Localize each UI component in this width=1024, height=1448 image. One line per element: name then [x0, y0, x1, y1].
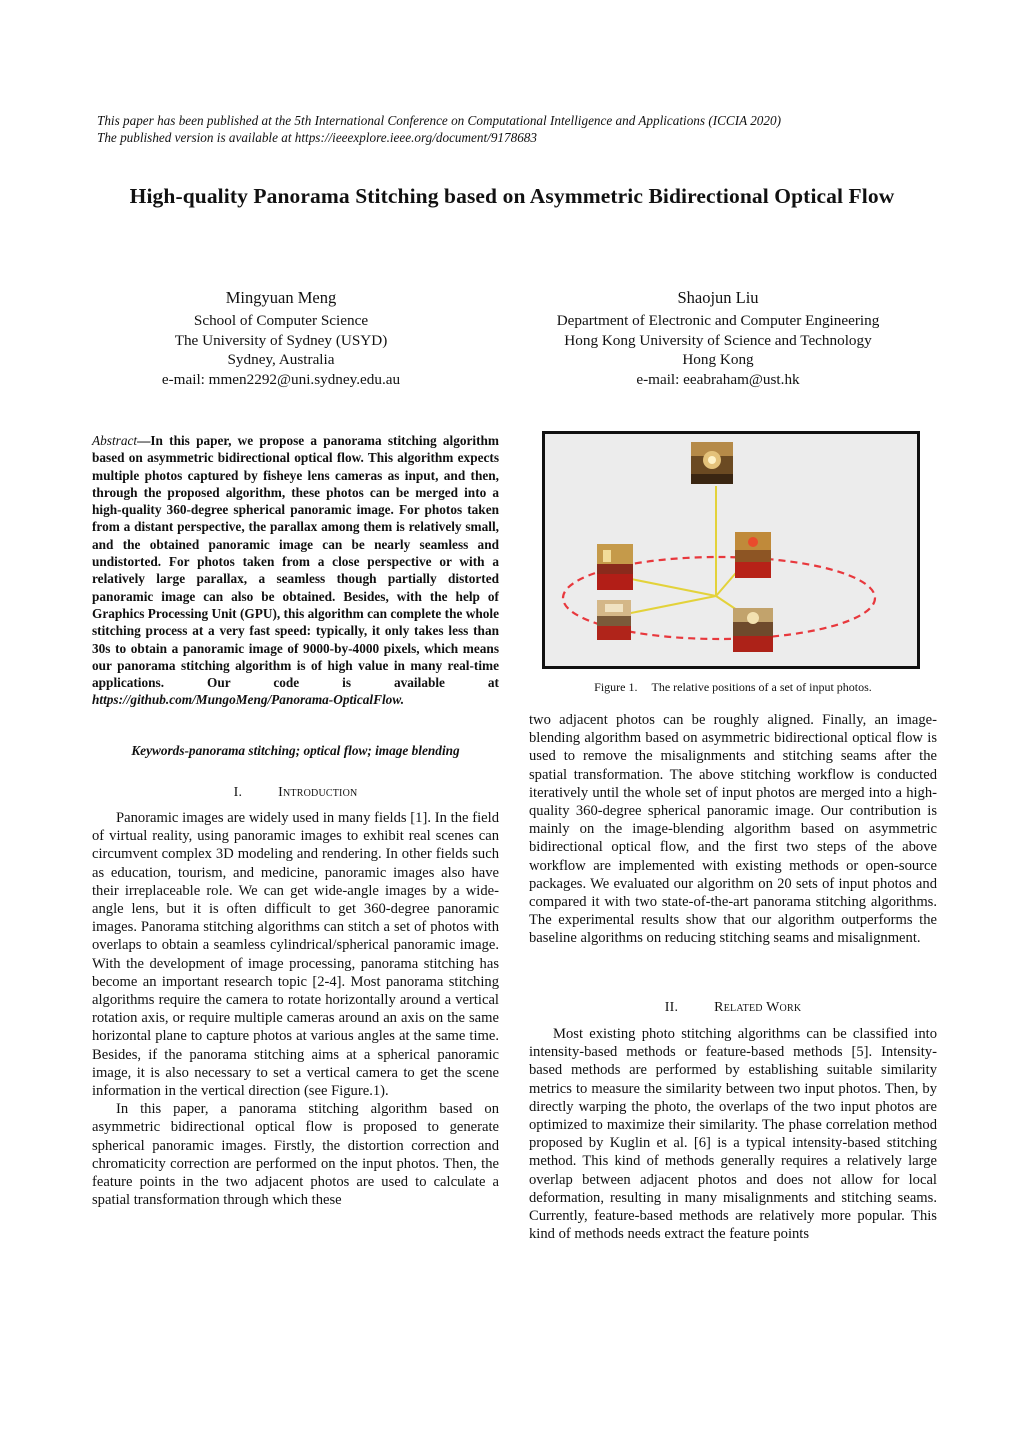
photo-lower-right	[733, 608, 773, 652]
publication-note-line1: This paper has been published at the 5th International Conference on Computational Intelligence and Applications (ICCIA 2020)	[97, 113, 781, 128]
author-email: e-mail: eeabraham@ust.hk	[636, 370, 800, 388]
figure-1-caption	[529, 680, 937, 695]
related-work-body	[529, 1025, 937, 1243]
photo-top	[691, 442, 733, 484]
paper-title: High-quality Panorama Stitching based on Asymmetric Bidirectional Optical Flow	[129, 184, 895, 208]
author-name: Shaojun Liu	[677, 288, 759, 307]
photo-left	[597, 544, 633, 590]
author-name: Mingyuan Meng	[225, 288, 337, 307]
paragraph: In this paper, a panorama stitching algorithm based on asymmetric bidirectional optical flow is proposed to generate spherical panoramic images. Firstly, the distortion correction and chromaticity correction are performed on the input photos. Then, the feature points in the two adjacent photos are used to calculate a spatial transformation through which these	[92, 1101, 499, 1209]
paragraph: two adjacent photos can be roughly aligned. Finally, an image-blending algorithm based on asymmetric bidirectional optical flow is used to remove the misalignments and stitching seams after the spatial transformation. The above stitching workflow is conducted iteratively until the whole set of input photos are merged into a high-quality 360-degree spherical panoramic image. Our contribution is mainly on the image-blending algorithm based on asymmetric bidirectional optical flow, and the first two steps of the above workflow are implemented with existing methods or open-source packages. We evaluated our algorithm on 20 sets of input photos and compared it with two state-of-the-art panorama stitching algorithms. The experimental results show that our algorithm outperforms the baseline algorithms on reducing stitching seams and misalignment.	[529, 712, 937, 947]
section-number: II.	[664, 1000, 679, 1015]
publication-note	[97, 112, 937, 146]
author-location: Sydney, Australia	[227, 351, 335, 369]
author-affiliation: Department of Electronic and Computer Engineering	[556, 312, 880, 330]
abstract	[92, 432, 499, 709]
keywords: Keywords-panorama stitching; optical flow; image blending	[131, 743, 460, 758]
author-location: Hong Kong	[682, 351, 754, 369]
figure-caption-text: The relative positions of a set of input photos.	[651, 680, 872, 694]
abstract-label: Abstract	[92, 433, 138, 448]
publication-note-line2: The published version is available at https://ieeexplore.ieee.org/document/9178683	[97, 130, 537, 145]
photo-right	[735, 532, 771, 578]
author-institution: Hong Kong University of Science and Technology	[564, 331, 872, 349]
abstract-text: —In this paper, we propose a panorama stitching algorithm based on asymmetric bidirectional optical flow. This algorithm expects multiple photos captured by fisheye lens cameras as input, and then, through the proposed algorithm, these photos can be merged into a high-quality 360-degree spherical panoramic image. For photos taken from a distant perspective, the parallax among them is relatively small, and the obtained panoramic image can be nearly seamless and undistorted. For photos taken from a close perspective or with a relatively large parallax, a seamless though partially distorted panoramic image can also be obtained. Besides, with the help of Graphics Processing Unit (GPU), this algorithm can complete the whole stitching process at a very fast speed: typically, it only takes less than 30s to obtain a panoramic image of 9000-by-4000 pixels, which means our panorama stitching algorithm is of high value in many real-time applications. Our code is available at	[92, 433, 499, 691]
figure-1	[542, 431, 920, 669]
section-heading-related-work	[529, 1000, 937, 1016]
introduction-body	[92, 809, 499, 1209]
figure-1-diagram	[545, 434, 917, 666]
figure-number: Figure 1.	[594, 680, 638, 694]
author-institution: The University of Sydney (USYD)	[174, 331, 388, 349]
photo-lower-left	[597, 600, 631, 640]
paragraph: Most existing photo stitching algorithms can be classified into intensity-based methods or feature-based methods [5]. Intensity-based methods are performed by establishing suitable similarity metrics to measure the similarity between two input photos. Then, by directly warping the photo, the overlaps of the two input photos are optimized to maximize their similarity. The phase correlation method proposed by Kuglin et al. [6] is a typical intensity-based stitching method. This kind of methods generally requires a relatively large overlap between adjacent photos and does not allow for local deformation, resulting in many misalignments and stitching seams. Currently, feature-based methods are relatively more popular. This kind of methods needs extract the feature points	[529, 1026, 937, 1243]
section-number: I.	[233, 785, 243, 800]
author-email: e-mail: mmen2292@uni.sydney.edu.au	[161, 370, 401, 388]
paragraph: Panoramic images are widely used in many fields [1]. In the field of virtual reality, using panoramic images to exhibit real scenes can circumvent complex 3D modeling and rendering. In other fields such as education, tourism, and medicine, panoramic images also have their irreplaceable role. We can get wide-angle images by a wide-angle lens, but it is often difficult to get 360-degree panoramic images. Panorama stitching algorithms can stitch a set of photos with overlaps to obtain a seamless cylindrical/spherical panoramic image. With the development of image processing, panorama stitching has become an important research topic [2-4]. Most panorama stitching algorithms require the camera to rotate horizontally around a vertical rotation axis, or require multiple cameras around an axis on the same horizontal plane to capture photos at various angles at the same time. Besides, if the panorama stitching aims at a spherical panoramic image, it is also necessary to set a vertical camera to get the scene information in the vertical direction (see Figure.1).	[92, 810, 499, 1100]
author-affiliation: School of Computer Science	[193, 312, 369, 330]
code-link[interactable]: https://github.com/MungoMeng/Panorama-OpticalFlow.	[92, 692, 405, 708]
section-title: Introduction	[278, 785, 358, 800]
section-heading-introduction	[92, 785, 499, 801]
introduction-continuation	[529, 711, 937, 948]
author-block-1	[61, 288, 501, 389]
section-title: Related Work	[714, 1000, 802, 1015]
author-block-2	[498, 288, 938, 389]
